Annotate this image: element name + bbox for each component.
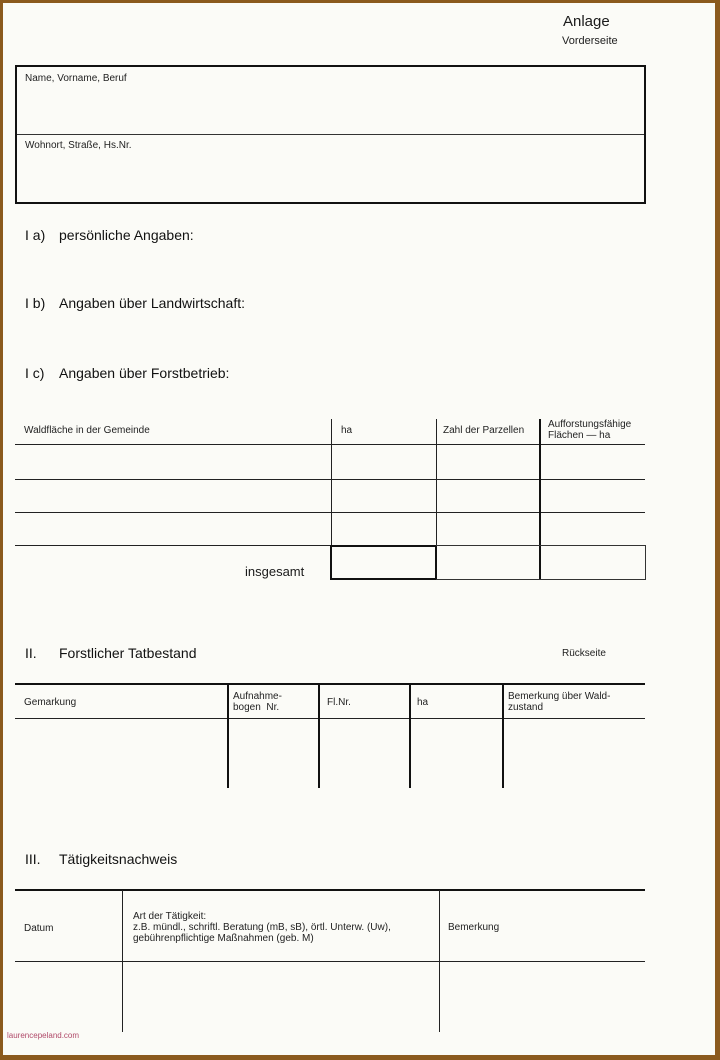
- activity-col-type: Art der Tätigkeit: z.B. mündl., schriftl. Beratung (mB, sB), örtl. Unterw. (Uw), gebührenpflichtige Maßnahmen (geb. M): [133, 911, 391, 944]
- tatbestand-col-line: [502, 684, 504, 788]
- section-ii-side-note: Rückseite: [562, 648, 606, 659]
- section-iii-title: Tätigkeitsnachweis: [59, 851, 178, 867]
- tatbestand-col-remark: Bemerkung über Wald- zustand: [508, 691, 611, 713]
- forest-col-line: [331, 419, 332, 547]
- forest-total-remaining-box: [436, 545, 646, 580]
- identity-box: [15, 65, 646, 204]
- header-subtitle: Vorderseite: [562, 35, 618, 47]
- section-ic-title: Angaben über Forstbetrieb:: [59, 365, 230, 381]
- tatbestand-col-line: [409, 684, 411, 788]
- section-ii-number: II.: [25, 645, 37, 661]
- address-field-label: Wohnort, Straße, Hs.Nr.: [25, 140, 132, 151]
- section-ic-number: I c): [25, 365, 45, 381]
- tatbestand-col-ha: ha: [417, 697, 429, 708]
- activity-header-line: [15, 961, 645, 962]
- identity-divider: [17, 134, 644, 135]
- section-ib-number: I b): [25, 295, 46, 311]
- activity-col-line: [122, 890, 123, 1032]
- tatbestand-top-line: [15, 683, 645, 685]
- forest-total-label: insgesamt: [245, 564, 305, 579]
- section-ib-title: Angaben über Landwirtschaft:: [59, 295, 246, 311]
- watermark: laurencepeland.com: [7, 1031, 80, 1040]
- forest-col-parcels: Zahl der Parzellen: [443, 425, 525, 436]
- tatbestand-col-flnr: Fl.Nr.: [327, 697, 351, 708]
- tatbestand-header-line: [15, 718, 645, 719]
- name-field-label: Name, Vorname, Beruf: [25, 73, 127, 84]
- forest-col-ha: ha: [341, 425, 353, 436]
- tatbestand-col-line: [227, 684, 229, 788]
- tatbestand-col-gemarkung: Gemarkung: [24, 697, 77, 708]
- header-title: Anlage: [563, 13, 610, 30]
- section-iii-number: III.: [25, 851, 41, 867]
- activity-col-remark: Bemerkung: [448, 922, 500, 933]
- tatbestand-col-line: [318, 684, 320, 788]
- tatbestand-col-sheet: Aufnahme- bogen Nr.: [233, 691, 282, 713]
- section-ia-title: persönliche Angaben:: [59, 227, 194, 243]
- activity-col-line: [439, 890, 440, 1032]
- forest-col-afforestable: Aufforstungsfähige Flächen — ha: [548, 419, 632, 441]
- activity-col-date: Datum: [24, 923, 54, 934]
- forest-row-line: [15, 512, 645, 513]
- forest-row-line: [15, 444, 645, 445]
- forest-col-area: Waldfläche in der Gemeinde: [24, 425, 150, 436]
- form-page: [3, 3, 715, 1055]
- activity-top-line: [15, 889, 645, 891]
- forest-total-ha-box: [330, 545, 437, 580]
- section-ia-number: I a): [25, 227, 46, 243]
- forest-row-line: [15, 479, 645, 480]
- section-ii-title: Forstlicher Tatbestand: [59, 645, 197, 661]
